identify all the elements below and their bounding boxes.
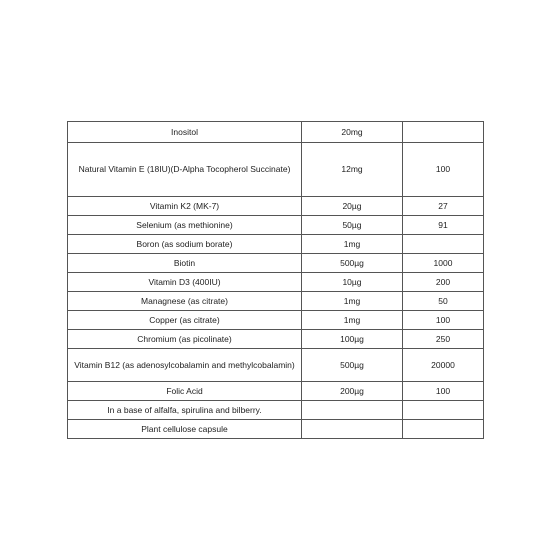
table-row [68,292,484,311]
table-row [68,122,484,143]
table-row [68,197,484,216]
table-row [68,311,484,330]
nutrient-name-cell: Inositol [68,122,302,143]
table-row [68,254,484,273]
table-row [68,143,484,197]
nutrient-percent-cell: 1000 [403,254,484,273]
nutrient-percent-cell: 100 [403,382,484,401]
table-row [68,273,484,292]
nutrient-name-cell: Managnese (as citrate) [68,292,302,311]
nutrient-percent-cell [403,401,484,420]
nutrient-percent-cell: 100 [403,311,484,330]
nutrient-percent-cell: 250 [403,330,484,349]
nutrient-amount-cell: 20µg [302,197,403,216]
nutrient-amount-cell: 12mg [302,143,403,197]
nutrient-percent-cell: 20000 [403,349,484,382]
nutrient-amount-cell: 50µg [302,216,403,235]
nutrient-amount-cell [302,420,403,439]
nutrient-percent-cell [403,420,484,439]
nutrient-percent-cell: 50 [403,292,484,311]
nutrient-name-cell: Plant cellulose capsule [68,420,302,439]
nutrient-amount-cell: 1mg [302,235,403,254]
nutrient-percent-cell: 27 [403,197,484,216]
nutrient-amount-cell: 100µg [302,330,403,349]
nutrient-name-cell: Folic Acid [68,382,302,401]
table-row [68,382,484,401]
nutrient-percent-cell: 91 [403,216,484,235]
table-row [68,349,484,382]
nutrient-amount-cell: 200µg [302,382,403,401]
table-row [68,420,484,439]
nutrient-amount-cell: 500µg [302,254,403,273]
nutrient-name-cell: Copper (as citrate) [68,311,302,330]
nutrient-amount-cell: 1mg [302,292,403,311]
nutrient-name-cell: In a base of alfalfa, spirulina and bilberry. [68,401,302,420]
nutrient-percent-cell: 100 [403,143,484,197]
nutrient-name-cell: Vitamin B12 (as adenosylcobalamin and methylcobalamin) [68,349,302,382]
table-row [68,330,484,349]
nutrient-name-cell: Selenium (as methionine) [68,216,302,235]
nutrient-amount-cell: 500µg [302,349,403,382]
nutrient-amount-cell: 1mg [302,311,403,330]
nutrient-name-cell: Boron (as sodium borate) [68,235,302,254]
nutrient-amount-cell: 10µg [302,273,403,292]
nutrient-percent-cell [403,235,484,254]
nutrient-name-cell: Natural Vitamin E (18IU)(D-Alpha Tocopherol Succinate) [68,143,302,197]
nutrient-percent-cell: 200 [403,273,484,292]
table-row [68,235,484,254]
nutrient-name-cell: Vitamin K2 (MK-7) [68,197,302,216]
nutrient-table [67,121,484,439]
nutrient-name-cell: Chromium (as picolinate) [68,330,302,349]
table-row [68,216,484,235]
nutrient-percent-cell [403,122,484,143]
nutrient-amount-cell: 20mg [302,122,403,143]
table-row [68,401,484,420]
nutrient-name-cell: Biotin [68,254,302,273]
nutrient-amount-cell [302,401,403,420]
nutrient-name-cell: Vitamin D3 (400IU) [68,273,302,292]
